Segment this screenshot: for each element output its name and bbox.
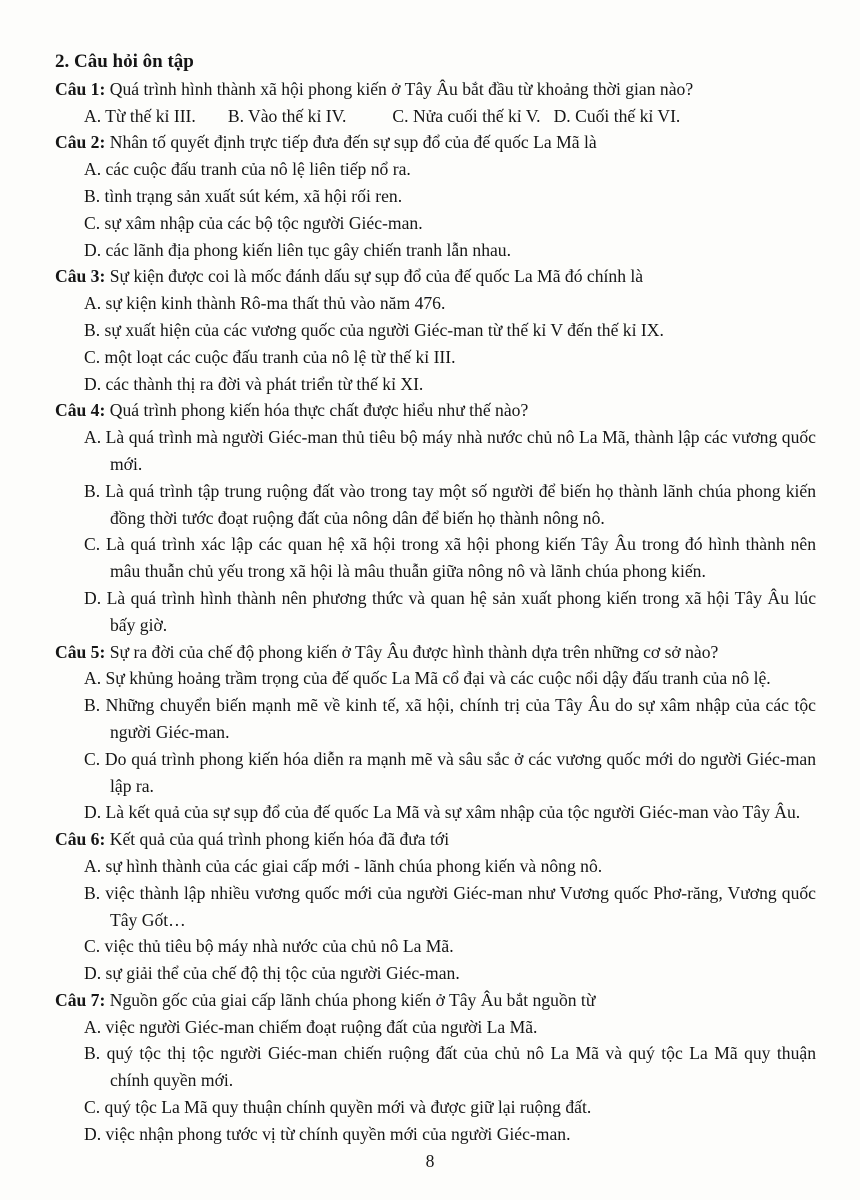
answer-option-c: C. việc thủ tiêu bộ máy nhà nước của chủ nô La Mã. (84, 936, 454, 957)
answer-option-c: C. sự xâm nhập của các bộ tộc người Giéc-man. (84, 212, 423, 233)
answer-option-b: B. việc thành lập nhiều vương quốc mới của người Giéc-man như Vương quốc Phơ-răng, Vương quốc Tây Gốt… (84, 882, 816, 930)
question-line (55, 76, 816, 103)
answer-option-d: D. việc nhận phong tước vị từ chính quyền mới của người Giéc-man. (84, 1123, 571, 1144)
answer-option-d: D. Là quá trình hình thành nên phương thức và quan hệ sản xuất phong kiến trong xã hội Tây Âu lúc bấy giờ. (84, 587, 816, 635)
answer-option-a: A. Từ thế kỉ III. (84, 105, 196, 126)
answer-option-a: A. Là quá trình mà người Giéc-man thủ tiêu bộ máy nhà nước chủ nô La Mã, thành lập các vương quốc mới. (84, 427, 816, 474)
answer-option-c: C. Là quá trình xác lập các quan hệ xã hội trong xã hội phong kiến Tây Âu trong đó hình thành nên mâu thuẫn chủ yếu trong xã hội là mâu thuẫn giữa nông nô và lãnh chúa phong kiến. (84, 534, 816, 582)
question-label: Câu 1: (55, 78, 106, 99)
question-line (55, 639, 816, 666)
answer-option-b: B. tình trạng sản xuất sút kém, xã hội rối ren. (84, 185, 403, 206)
answer-options-row (84, 103, 816, 130)
answer-option-b: B. Vào thế kỉ IV. (227, 105, 347, 126)
answer-option-d: D. sự giải thể của chế độ thị tộc của người Giéc-man. (84, 963, 460, 984)
question-label: Câu 7: (55, 989, 106, 1010)
question-block-2 (55, 129, 816, 263)
question-block-1 (55, 76, 816, 130)
question-block-3 (55, 263, 816, 397)
question-block-4 (55, 397, 816, 638)
question-label: Câu 2: (55, 132, 106, 153)
question-text: Sự kiện được coi là mốc đánh dấu sự sụp đổ của đế quốc La Mã đó chính là (109, 266, 644, 287)
section-heading: 2. Câu hỏi ôn tập (55, 51, 194, 72)
question-text: Quá trình phong kiến hóa thực chất được hiểu như thế nào? (109, 400, 529, 421)
answer-option-d: D. các thành thị ra đời và phát triển từ thế kỉ XI. (84, 373, 424, 394)
answer-option-b: B. sự xuất hiện của các vương quốc của người Giéc-man từ thế kỉ V đến thế kỉ IX. (84, 319, 664, 340)
question-block-6 (55, 826, 816, 987)
question-line (55, 129, 816, 156)
question-label: Câu 4: (55, 400, 106, 421)
question-text: Nguồn gốc của giai cấp lãnh chúa phong kiến ở Tây Âu bắt nguồn từ (109, 989, 596, 1010)
question-line (55, 987, 816, 1014)
answer-option-a: A. việc người Giéc-man chiếm đoạt ruộng đất của người La Mã. (84, 1016, 538, 1037)
question-text: Sự ra đời của chế độ phong kiến ở Tây Âu được hình thành dựa trên những cơ sở nào? (109, 641, 719, 662)
question-line (55, 397, 816, 424)
answer-option-b: B. Những chuyển biến mạnh mẽ về kinh tế, xã hội, chính trị của Tây Âu do sự xâm nhập của các tộc người Giéc-man. (84, 695, 816, 742)
answer-option-c: C. Nửa cuối thế kỉ V. (392, 105, 541, 126)
answer-option-d: D. các lãnh địa phong kiến liên tục gây chiến tranh lẫn nhau. (84, 239, 511, 260)
question-label: Câu 6: (55, 829, 106, 850)
answer-option-a: A. sự kiện kinh thành Rô-ma thất thủ vào năm 476. (84, 293, 446, 314)
question-block-5 (55, 639, 816, 827)
question-label: Câu 3: (55, 266, 106, 287)
question-line (55, 263, 816, 290)
answer-option-c: C. một loạt các cuộc đấu tranh của nô lệ từ thế kỉ III. (84, 346, 456, 367)
answer-option-a: A. các cuộc đấu tranh của nô lệ liên tiếp nổ ra. (84, 159, 411, 180)
answer-option-a: A. Sự khủng hoảng trầm trọng của đế quốc La Mã cổ đại và các cuộc nổi dậy đấu tranh của nô lệ. (84, 668, 771, 689)
question-block-7 (55, 987, 816, 1148)
answer-option-b: B. Là quá trình tập trung ruộng đất vào trong tay một số người để biến họ thành lãnh chúa phong kiến đồng thời tước đoạt ruộng đất của nông dân để biến họ thành nông nô. (84, 480, 816, 528)
question-line (55, 826, 816, 853)
answer-option-c: C. Do quá trình phong kiến hóa diễn ra mạnh mẽ và sâu sắc ở các vương quốc mới do người Giéc-man lập ra. (84, 748, 816, 796)
question-text: Kết quả của quá trình phong kiến hóa đã đưa tới (109, 829, 450, 850)
answer-option-d: D. Cuối thế kỉ VI. (553, 105, 681, 126)
question-label: Câu 5: (55, 641, 106, 662)
answer-option-b: B. quý tộc thị tộc người Giéc-man chiến ruộng đất của chủ nô La Mã và quý tộc La Mã quy thuận chính quyền mới. (84, 1043, 816, 1091)
answer-option-c: C. quý tộc La Mã quy thuận chính quyền mới và được giữ lại ruộng đất. (84, 1097, 592, 1118)
page-number: 8 (425, 1150, 435, 1171)
question-text: Quá trình hình thành xã hội phong kiến ở Tây Âu bắt đầu từ khoảng thời gian nào? (109, 78, 694, 99)
answer-option-a: A. sự hình thành của các giai cấp mới - lãnh chúa phong kiến và nông nô. (84, 855, 603, 876)
answer-option-d: D. Là kết quả của sự sụp đổ của đế quốc La Mã và sự xâm nhập của tộc người Giéc-man vào Tây Âu. (84, 802, 801, 823)
question-text: Nhân tố quyết định trực tiếp đưa đến sự sụp đổ của đế quốc La Mã là (109, 132, 597, 153)
